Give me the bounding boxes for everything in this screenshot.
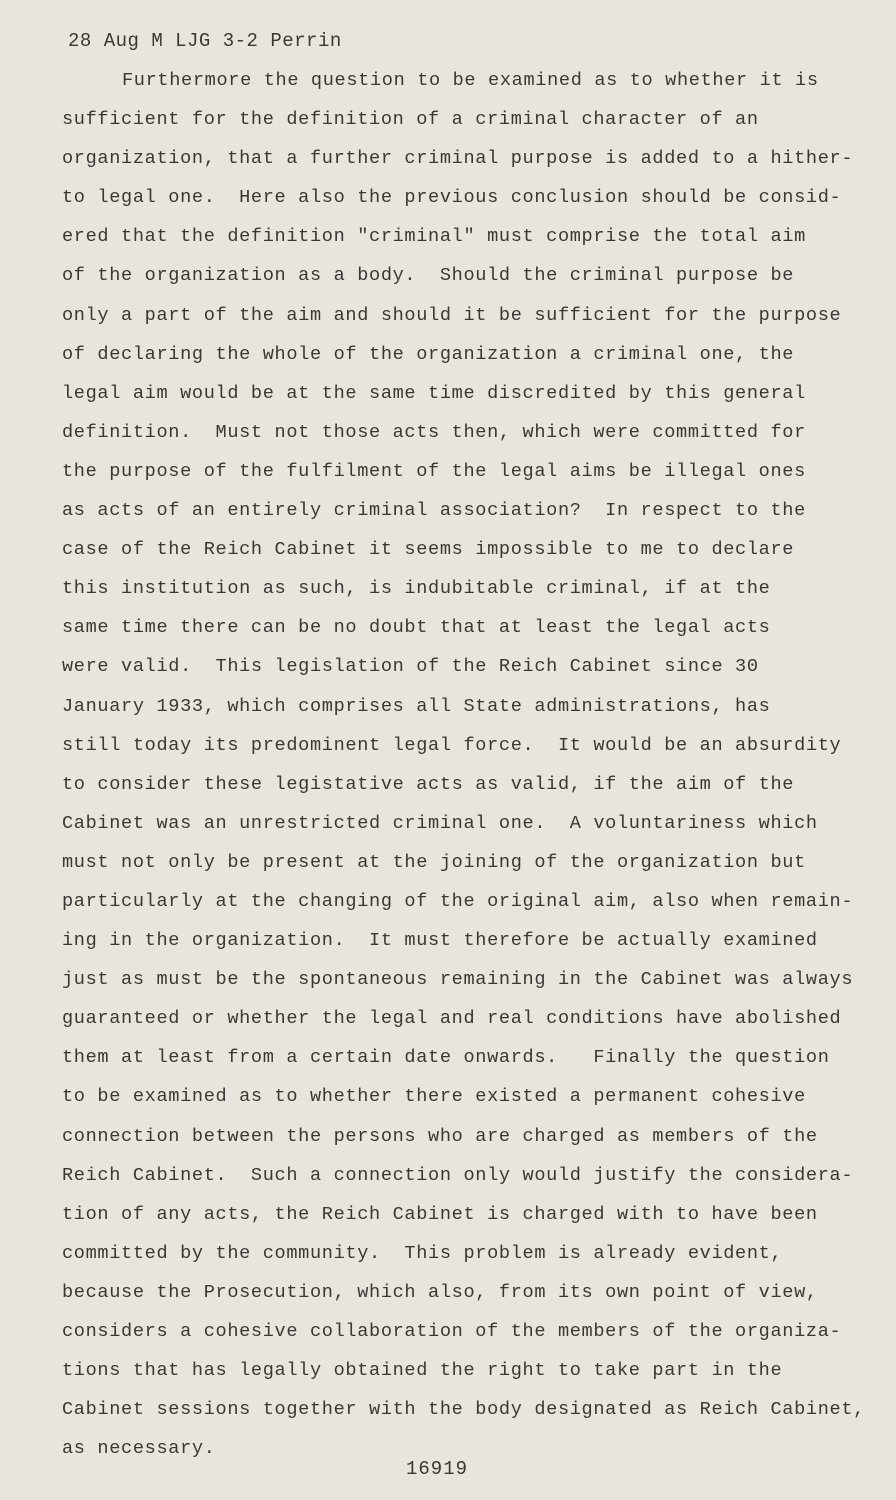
text-line: guaranteed or whether the legal and real conditions have abolished (62, 1008, 842, 1030)
page-header: 28 Aug M LJG 3-2 Perrin (68, 30, 342, 52)
text-line: tions that has legally obtained the right to take part in the (62, 1360, 783, 1382)
text-line: Cabinet was an unrestricted criminal one. A voluntariness which (62, 812, 818, 834)
text-line: ered that the definition "criminal" must comprise the total aim (62, 226, 806, 248)
text-line: to consider these legistative acts as valid, if the aim of the (62, 773, 795, 795)
text-line: committed by the community. This problem is already evident, (62, 1242, 783, 1264)
text-line: definition. Must not those acts then, which were committed for (62, 421, 806, 443)
text-line: just as must be the spontaneous remaining in the Cabinet was always (62, 969, 854, 991)
text-line: because the Prosecution, which also, from its own point of view, (62, 1281, 818, 1303)
text-line: still today its predominent legal force. It would be an absurdity (62, 734, 842, 756)
text-line: January 1933, which comprises all State administrations, has (62, 695, 771, 717)
text-line: same time there can be no doubt that at least the legal acts (62, 617, 771, 639)
text-line: considers a cohesive collaboration of the members of the organiza- (62, 1321, 842, 1342)
text-line: of declaring the whole of the organization a criminal one, the (62, 343, 795, 365)
text-line: ing in the organization. It must therefore be actually examined (62, 930, 818, 952)
text-line: to legal one. Here also the previous conclusion should be consid- (62, 187, 842, 209)
body-text (62, 66, 865, 1473)
text-line: as acts of an entirely criminal association? In respect to the (62, 500, 806, 522)
text-line: only a part of the aim and should it be sufficient for the purpose (62, 304, 842, 326)
text-line: were valid. This legislation of the Reich Cabinet since 30 (62, 656, 759, 678)
text-line: Reich Cabinet. Such a connection only would justify the considera- (62, 1164, 854, 1186)
text-line: case of the Reich Cabinet it seems impossible to me to declare (62, 539, 795, 561)
text-line: particularly at the changing of the original aim, also when remain- (62, 890, 854, 912)
text-line: connection between the persons who are charged as members of the (62, 1125, 818, 1147)
text-line: sufficient for the definition of a criminal character of an (62, 109, 759, 131)
text-line: of the organization as a body. Should the criminal purpose be (62, 265, 795, 287)
page-number: 16919 (406, 1458, 469, 1480)
text-line: to be examined as to whether there existed a permanent cohesive (62, 1086, 806, 1108)
text-line: this institution as such, is indubitable criminal, if at the (62, 578, 771, 600)
text-line: legal aim would be at the same time discredited by this general (62, 382, 806, 404)
text-line: the purpose of the fulfilment of the legal aims be illegal ones (62, 460, 806, 482)
text-line: organization, that a further criminal purpose is added to a hither- (62, 148, 854, 170)
text-line: Cabinet sessions together with the body designated as Reich Cabinet, (62, 1399, 865, 1421)
text-line: Furthermore the question to be examined as to whether it is (122, 70, 819, 91)
text-line: as necessary. (62, 1438, 216, 1460)
text-line: tion of any acts, the Reich Cabinet is charged with to have been (62, 1203, 818, 1225)
text-line: must not only be present at the joining of the organization but (62, 851, 806, 873)
text-line: them at least from a certain date onwards. Finally the question (62, 1047, 830, 1069)
